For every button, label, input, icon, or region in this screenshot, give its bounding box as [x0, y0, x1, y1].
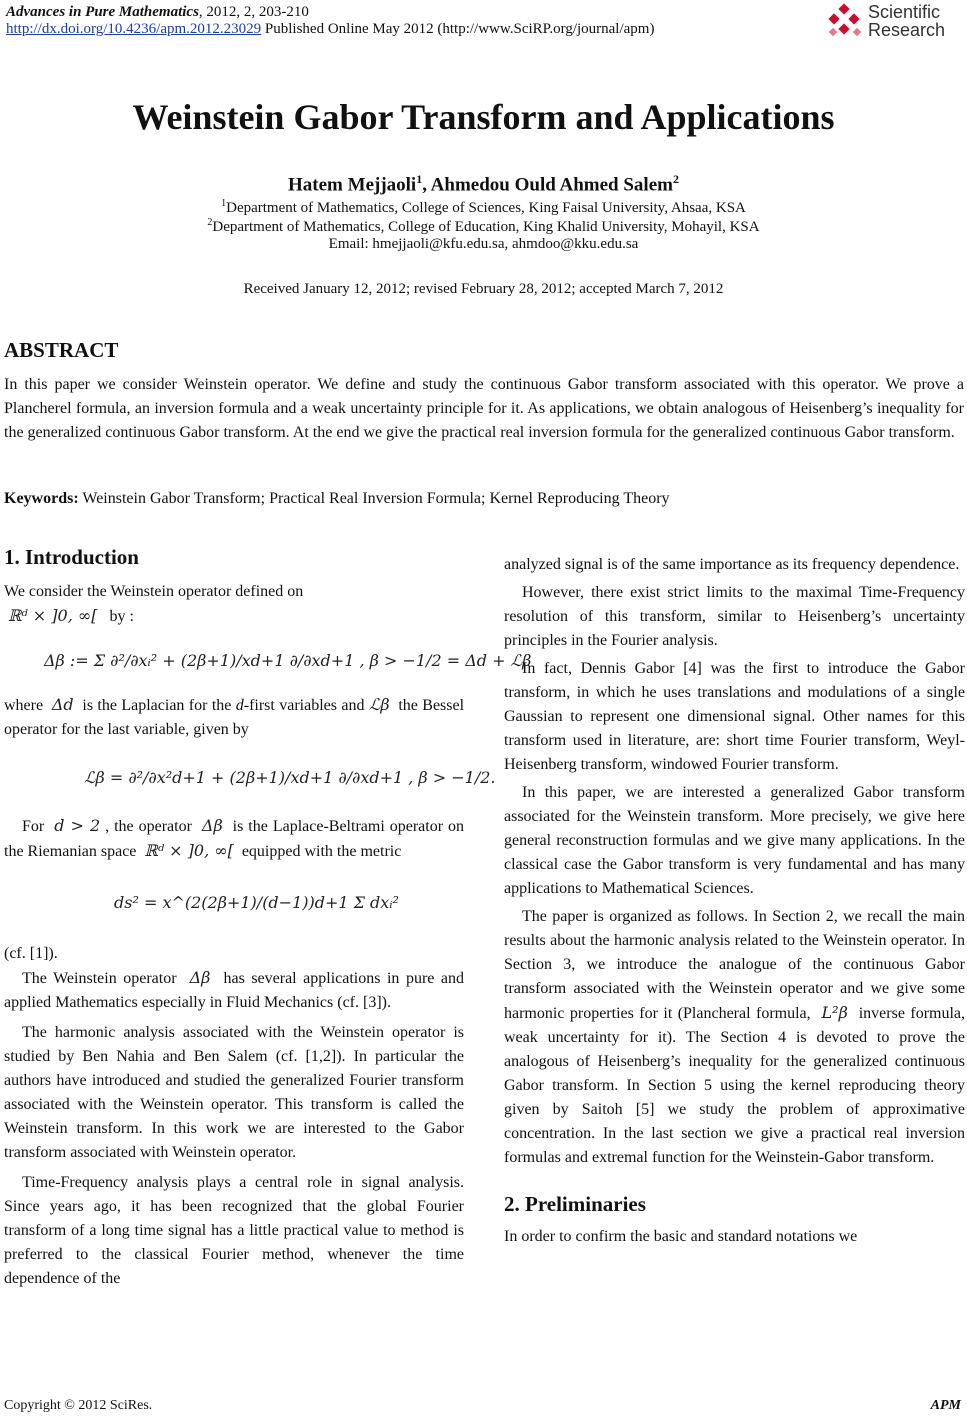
- right-p4: In this paper, we are interested a generalized Gabor transform associated for the Weinstein transform. More precisely, we give here general reconstruction formulas and we give many applications. In the classical case the Gabor transform is very fundamental and has many applications to Mathematical Sciences.: [504, 784, 965, 897]
- equation-bessel-operator: ℒβ = ∂²/∂x²d+1 + (2β+1)/xd+1 ∂/∂xd+1 , β > −1/2.: [84, 768, 496, 787]
- intro-p3: For d > 2 , the operator Δβ is the Laplace-Beltrami operator on the Riemanian space ℝᵈ × ]0, ∞[ equipped with the metric: [4, 816, 465, 860]
- journal-name: Advances in Pure Mathematics: [6, 4, 199, 20]
- affiliation-1: $^1$Department of Mathematics, College of Sciences, King Faisal University, Ahsaa, KSA: [221, 198, 746, 216]
- right-p5: The paper is organized as follows. In Section 2, we recall the main results about the harmonic analysis related to the Weinstein operator. In Section 3, we introduce the analogue of the continuous Gabor transform associated with the Weinstein operator and we give some harmonic properties for it (Plancheral formula, L²β inverse formula, weak uncertainty for it). The Section 4 is devoted to prove the analogous of Heisenberg’s inequality for the generalized continuous Gabor transform. In Section 5 using the kernel reproducing theory given by Saitoh [5] we study the problem of approximative concentration. In the last section we give a practical real inversion formulas and extremal function for the Weinstein-Gabor transform.: [504, 908, 966, 1166]
- left-column: [4, 545, 532, 1291]
- keywords-label: Keywords:: [4, 490, 79, 507]
- right-p3: In fact, Dennis Gabor [4] was the first to introduce the Gabor transform, in which he uses translations and modulations of a single Gaussian to represent one dimensional signal. Other names for this transform used in literature, are: short time Fourier transform, Weyl-Heisenberg transform, windowed Fourier transform.: [504, 660, 965, 773]
- logo-text: Scientific Research: [868, 2, 946, 40]
- doi-link[interactable]: http://dx.doi.org/10.4236/apm.2012.23029: [6, 21, 262, 37]
- footer-journal: APM: [930, 1398, 961, 1413]
- right-p1: analyzed signal is of the same importance as its frequency dependence.: [504, 556, 960, 573]
- right-p2: However, there exist strict limits to the maximal Time-Frequency resolution of this transform, similar to Heisenberg’s uncertainty principles in the Fourier analysis.: [504, 584, 965, 649]
- scientific-research-logo: [826, 3, 961, 43]
- abstract-heading: ABSTRACT: [4, 338, 119, 362]
- authors: Hatem Mejjaoli$^1$, Ahmedou Ould Ahmed Salem$^2$: [288, 172, 679, 196]
- right-p6: In order to confirm the basic and standard notations we: [504, 1228, 858, 1245]
- keywords: [4, 490, 670, 508]
- right-column: [504, 553, 965, 1249]
- section-1-heading: 1. Introduction: [4, 545, 139, 569]
- intro-p6: The harmonic analysis associated with the Weinstein operator is studied by Ben Nahia and Ben Salem (cf. [1,2]). In particular the authors have introduced and studied the generalized Fourier transform associated with the Weinstein operator. This transform is called the Weinstein transform. In this work we are interested to the Gabor transform associated with Weinstein operator.: [4, 1024, 464, 1161]
- equation-metric: ds² = x^(2(2β+1)/(d−1))d+1 Σ dxᵢ²: [114, 893, 399, 912]
- paper-title: Weinstein Gabor Transform and Applications: [132, 97, 835, 137]
- affiliation-2: $^2$Department of Mathematics, College of Education, King Khalid University, Mohayil, KSA: [207, 217, 760, 235]
- intro-p2: where Δd is the Laplacian for the d-first variables and ℒβ the Bessel operator for the last variable, given by: [4, 695, 465, 738]
- intro-p7: Time-Frequency analysis plays a central role in signal analysis. Since years ago, it has been recognized that the global Fourier transform of a long time signal has a little practical value to method is preferred to the classical Fourier method, whenever the time dependence of the: [4, 1174, 464, 1287]
- logo-mark-icon: [826, 3, 866, 43]
- equation-weinstein-operator: Δβ := Σ ∂²/∂xᵢ² + (2β+1)/xd+1 ∂/∂xd+1 , β > −1/2 = Δd + ℒβ: [44, 651, 532, 670]
- keywords-text: Weinstein Gabor Transform; Practical Real Inversion Formula; Kernel Reproducing Theory: [78, 490, 670, 507]
- intro-p5: The Weinstein operator Δβ has several applications in pure and applied Mathematics especially in Fluid Mechanics (cf. [3]).: [4, 968, 465, 1011]
- footer-copyright: Copyright © 2012 SciRes.: [4, 1398, 153, 1413]
- intro-p4: (cf. [1]).: [4, 945, 58, 962]
- intro-p1: We consider the Weinstein operator defined on ℝᵈ × ]0, ∞[ by :: [4, 583, 304, 625]
- abstract-body: In this paper we consider Weinstein operator. We define and study the continuous Gabor transform associated with this operator. We prove a Plancherel formula, an inversion formula and a weak uncertainty principle for it. As applications, we obtain analogous of Heisenberg’s inequality for the generalized continuous Gabor transform. At the end we give the practical real inversion formula for the generalized continuous Gabor transform.: [4, 376, 964, 441]
- journal-header: [6, 4, 309, 21]
- received-dates: Received January 12, 2012; revised February 28, 2012; accepted March 7, 2012: [243, 281, 724, 297]
- email-line: Email: hmejjaoli@kfu.edu.sa, ahmdoo@kku.edu.sa: [328, 236, 639, 252]
- doi-line: [6, 21, 654, 38]
- journal-volume: , 2012, 2, 203-210: [198, 4, 309, 20]
- published-info: Published Online May 2012 (http://www.SciRP.org/journal/apm): [261, 21, 655, 37]
- section-2-heading: 2. Preliminaries: [504, 1192, 646, 1216]
